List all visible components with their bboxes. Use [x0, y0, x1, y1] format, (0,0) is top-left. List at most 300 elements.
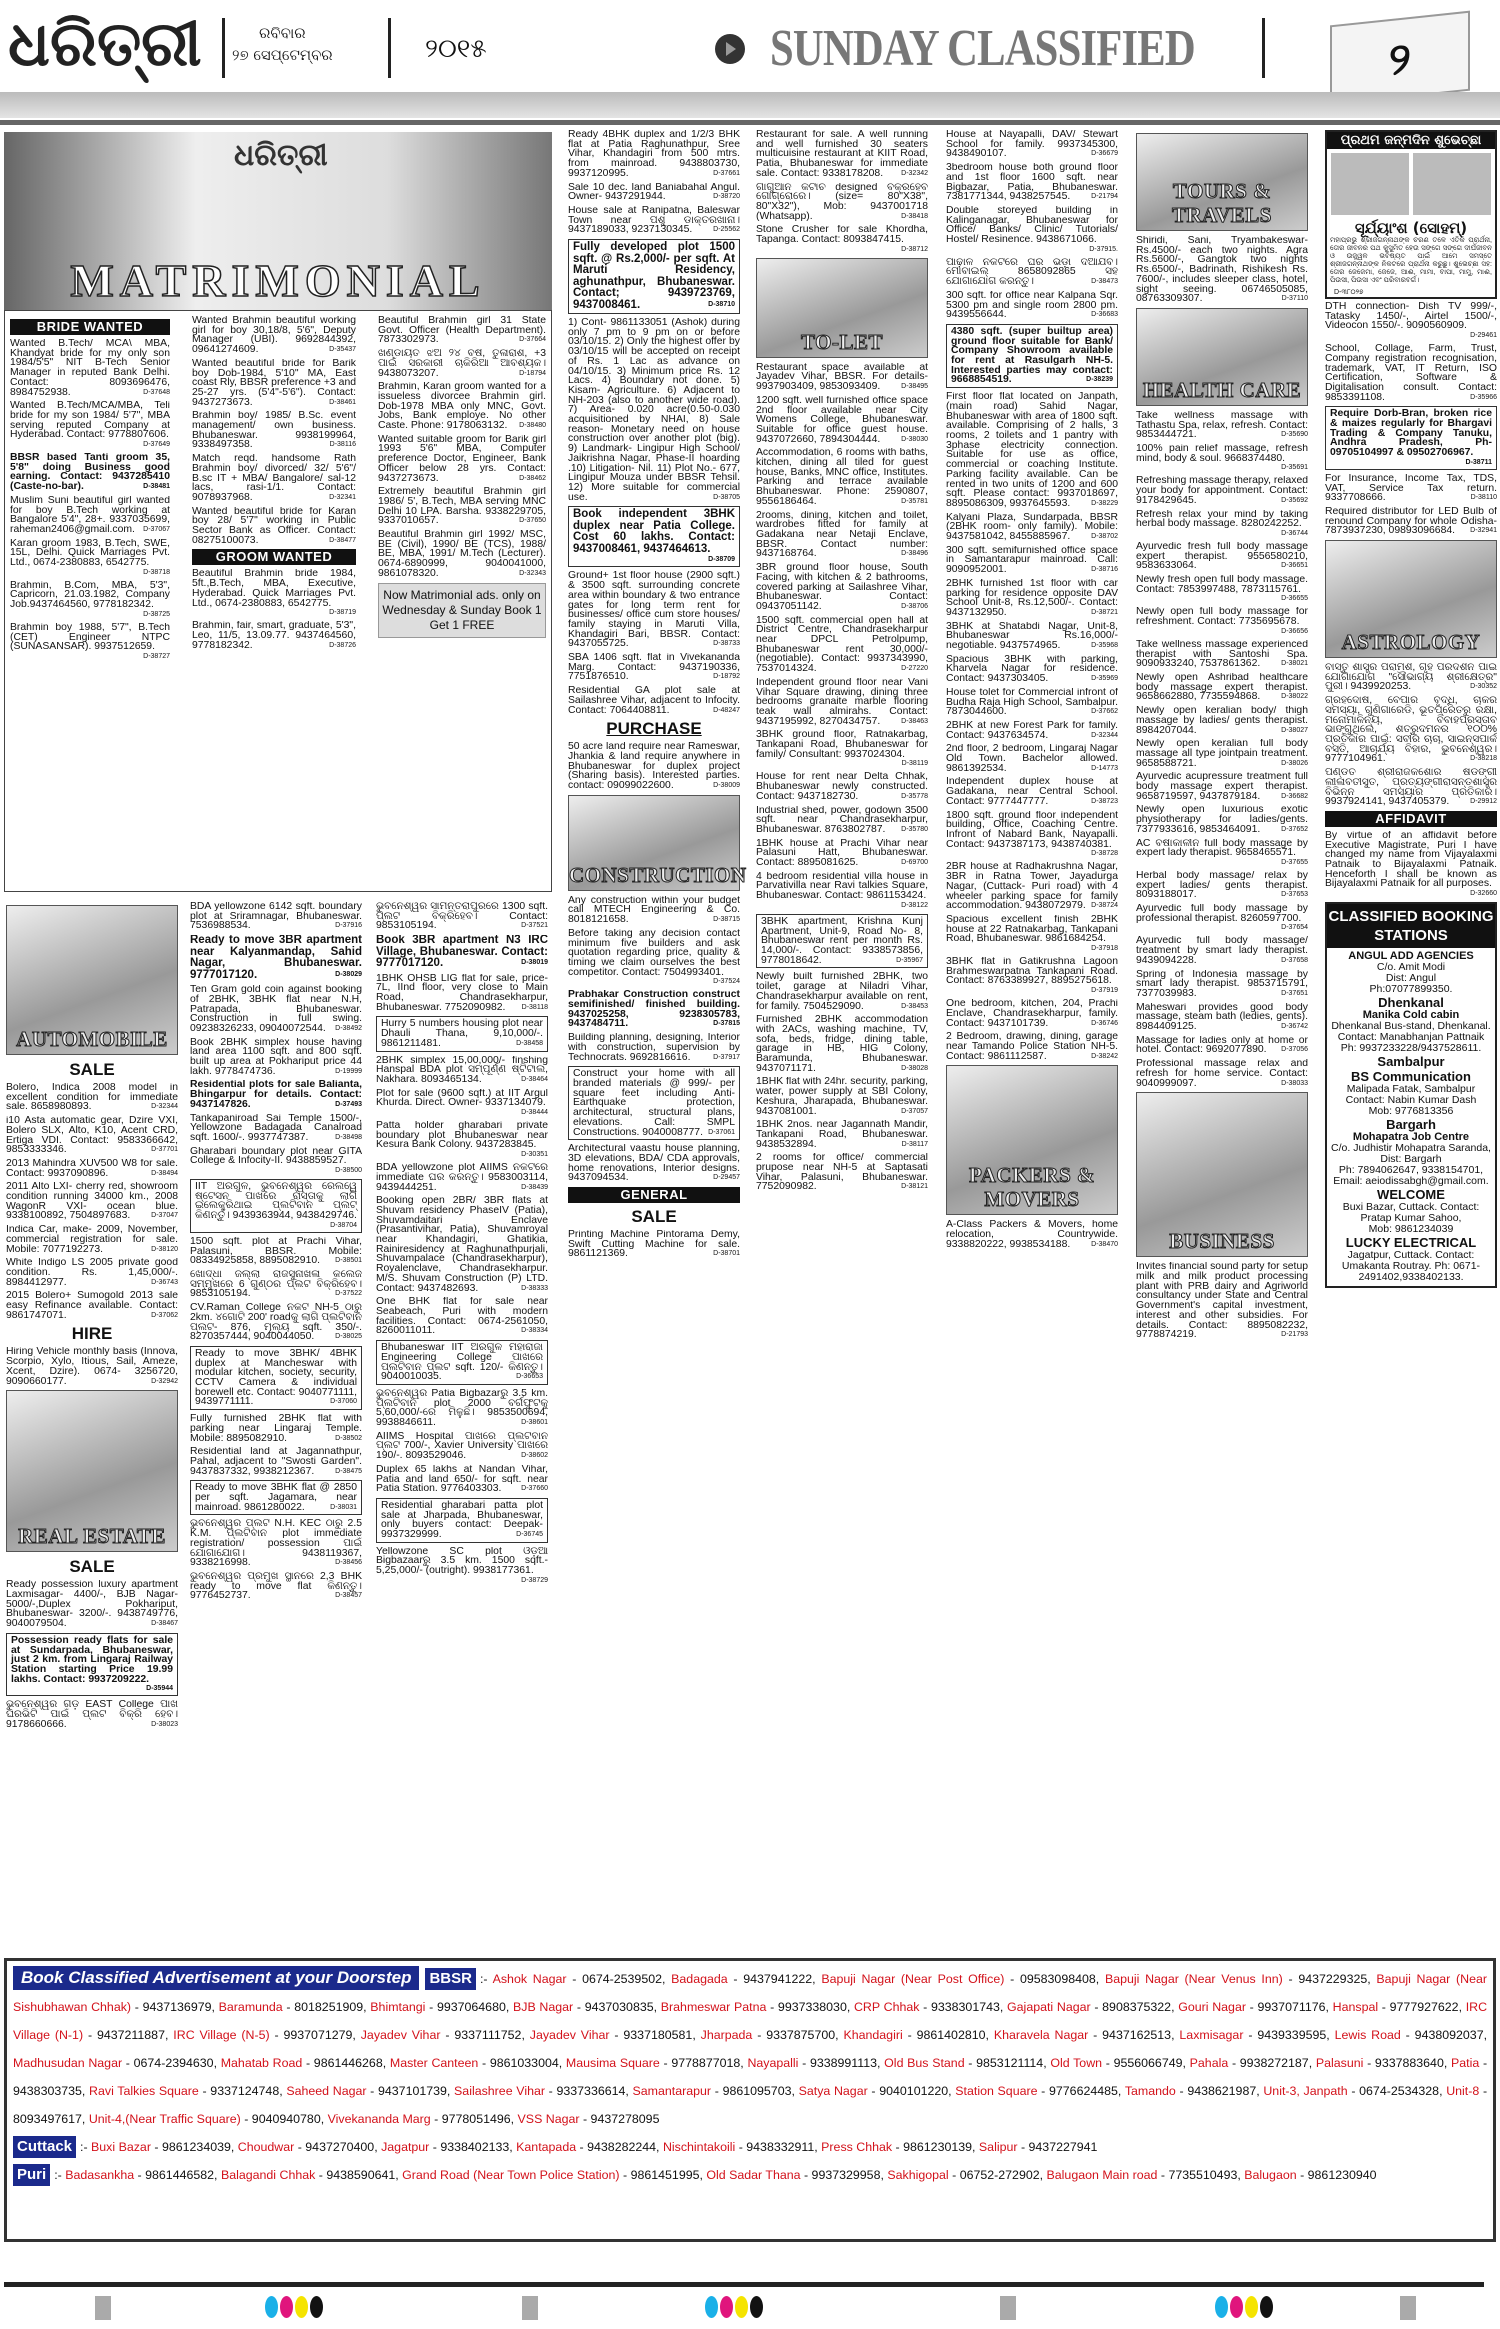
- agent-phone: 0674-2394630: [133, 2056, 214, 2070]
- column-1: [6, 902, 178, 1733]
- booking-station-line: Ph: 7894062647, 9338154701, Email: aeiodissabgh@gmail.com.: [1333, 1164, 1489, 1188]
- ad-text: DTH connection- Dish TV 999/-, Tatasky 1450/-, Airtel 1500/-, Videocon 1550/-. 9090560909.: [1325, 302, 1497, 332]
- agent-phone: 0674-2539502: [582, 1972, 662, 1986]
- ad-text: 3bedroom house both ground floor and 1st floor 1600 sqft. near Bigbazar, Patia, Bhubaneswar. 7381771344, 9438257545.: [946, 163, 1118, 202]
- classified-ad: [376, 1340, 548, 1385]
- ad-code: D-37649: [143, 441, 170, 449]
- agent-phone: 9437229325: [1298, 1972, 1368, 1986]
- ad-code: D-37654: [1281, 924, 1308, 932]
- ad-code: D-37660: [521, 1485, 548, 1493]
- ad-code: D-38702: [1091, 533, 1118, 541]
- booking-station-line: Ph:07077899350.: [1369, 983, 1453, 996]
- ad-text: Indica Car, make- 2009, November, commercial registration for sale. Mobile: 7077192273.: [6, 1225, 178, 1255]
- booking-agent: IRC Village (N-1) - 9437211887,: [13, 2000, 1488, 2042]
- classified-ad: [1136, 772, 1308, 801]
- ad-text: Take wellness massage experienced therapist with Santoshi Spa. 9090933240, 7537861362.: [1136, 639, 1308, 669]
- classified-ad: [1325, 768, 1497, 807]
- ad-text: Possession ready flats for sale at Sundarpada, Bhubaneswar, just 2 km. from Lingaraj Railway Station starting Price 19.99 lakhs. Contact: 9937209222.: [11, 1634, 173, 1685]
- ad-code: D-38122: [901, 901, 928, 909]
- classified-ad: [946, 811, 1118, 859]
- ad-text: ଖଣ୍ଡାୟତ ଝିଅ ୨୪ ବର୍ଷ, ତୁଳାରାଶି, +3 ପାଇଁ ସରକାରୀ ଚାକିରିଆ ଆବଶ୍ୟକ। 9438073207.: [378, 349, 546, 379]
- ad-text: Karan groom 1983, B.Tech, SWE, 15L, Delhi. Quick Marriages Pvt. Ltd., 0674-2380883, 6542775.: [10, 538, 170, 569]
- agent-phone: 8093497617: [13, 2112, 82, 2126]
- agent-location: Nischintakoili: [662, 2140, 736, 2154]
- category-banner-label: BUSINESS: [1169, 1229, 1275, 1254]
- category-heading: PURCHASE: [606, 719, 702, 739]
- ad-code: D-38495: [901, 383, 928, 391]
- ad-code: D-35780: [901, 825, 928, 833]
- classified-ad: [190, 902, 362, 931]
- booking-station-line: C/o. Judhistir Mohapatra Saranda, Dist: Bargarh: [1331, 1142, 1491, 1166]
- agent-location: Mausima Square: [565, 2056, 660, 2070]
- ad-code: D-37658: [1281, 956, 1308, 964]
- booking-agent: Mausima Square - 9778877018,: [565, 2056, 748, 2070]
- ad-code: D-38728: [1091, 850, 1118, 858]
- ad-code: D-18792: [713, 673, 740, 681]
- classified-ad: [1136, 839, 1308, 867]
- cmyk-marks: [705, 2296, 763, 2318]
- category-heading: SALE: [69, 1557, 115, 1577]
- ad-code: D-37062: [151, 1311, 178, 1319]
- booking-agent: Tamando - 9438621987,: [1124, 2084, 1264, 2098]
- ad-text: ଭୁବନେଶ୍ୱର ପ୍ଲଟ N.H. KEC ଠାରୁ 2.5 K.M. ପ୍ଲଟିବାନ plot immediate registration/ possession ପାଇଁ ଯୋଗାଯୋଗ। 9438119367, 9338216998.: [190, 1519, 362, 1568]
- agent-phone: 9776624485: [1049, 2084, 1118, 2098]
- ad-text: ପାଢ଼ାଳ ନିକଟରେ ଘର ଭଡ଼ା ଦିଆଯିବ। ମୋବାଇଲ୍ 8658092865 ସହ ଯୋଗାଯୋଗ କରନ୍ତୁ।: [946, 257, 1118, 287]
- booking-agent: Master Canteen - 9861033004,: [389, 2056, 566, 2070]
- agent-phone: 9937064680: [436, 2000, 506, 2014]
- booking-agent: Khandagiri - 9861402810,: [843, 2028, 994, 2042]
- cmyk-marks: [265, 2296, 323, 2318]
- classified-ad: [6, 1182, 178, 1221]
- classified-ad: [190, 1270, 362, 1299]
- ad-code: D-38720: [713, 193, 740, 201]
- ad-code: D-38229: [1091, 499, 1118, 507]
- ad-text: 3BHK flat in Gatikrushna Lagoon Brahmeswarpatna Tankapani Road. Contact: 8763389927, 8895275618.: [946, 957, 1118, 987]
- ad-code: D-32344: [151, 1103, 178, 1111]
- booking-agent: Satya Nagar - 9040101220,: [798, 2084, 956, 2098]
- category-heading: HIRE: [71, 1324, 113, 1344]
- category-banner-image: [6, 905, 178, 1055]
- classified-ad: [946, 999, 1118, 1028]
- booking-station-line: Malipada Fatak, Sambalpur: [1346, 1083, 1476, 1096]
- ad-text: AC ବର୍ଷାକାଳୀନ full body massage by expert lady therapist. 9658465571.: [1136, 838, 1308, 859]
- ad-text: House tolet for Commercial infront of Budha Raja High School, Sambalpur. 7873044600.: [946, 687, 1118, 717]
- ad-code: D-38502: [335, 1434, 362, 1442]
- classified-ad: [1136, 904, 1308, 932]
- classified-ad: [192, 621, 356, 650]
- agent-phone: 9437270400: [305, 2140, 375, 2154]
- ad-text: Extremely beautiful Brahmin girl 1986/ 5', B.Tech, MBA serving MNC Delhi 10 LPA. Barsha. 9338229705, 9337010657.: [378, 487, 546, 527]
- ad-text: 1BHK house at Prachi Vihar near Palasuni Hatt, Bhubaneswar. Contact: 8895081625.: [756, 838, 928, 868]
- booking-agent: Unit-3, Janpath - 0674-2534328,: [1263, 2084, 1447, 2098]
- ad-text: 3BHK at Shatabdi Nagar, Unit-8, Bhubaneswar Rs.16,000/- negotiable. 9437574965.: [946, 621, 1118, 651]
- classified-ad: [6, 1633, 178, 1697]
- classified-ad: [756, 772, 928, 801]
- booking-station-line: Contact: Nabin Kumar Dash: [1345, 1094, 1477, 1107]
- ad-code: D-38716: [1091, 566, 1118, 574]
- category-banner-label: HEALTH CARE: [1142, 377, 1302, 402]
- ad-code: D-38710: [708, 300, 735, 308]
- balloons-image: [1413, 153, 1491, 215]
- category-banner-image: [756, 258, 928, 358]
- ad-text: ବାସ୍ତୁ ଶାସ୍ତ୍ର ପରାମର୍ଶ, ଗୃହ ପରିଦର୍ଶନ ପାଇଁ ଯୋଗାଯୋଗ "ସୌଭାଗ୍ୟ ଶ୍ରୀକ୍ଷେତ୍ର" ପୁରୀ। 9439920253.: [1325, 663, 1497, 693]
- ad-code: D-35966: [1470, 393, 1497, 401]
- classified-ad: [756, 1153, 928, 1192]
- booking-station-line: LUCKY ELECTRICAL: [1345, 1235, 1477, 1251]
- agent-phone: 06752-272902: [959, 2168, 1040, 2182]
- agent-phone: 9438621987: [1187, 2084, 1257, 2098]
- ad-text: Newly open keralian body/ thigh massage by ladies/ gents therapist. 8984207044.: [1136, 706, 1308, 736]
- ad-text: Duplex 65 lakhs at Nandan Vihar, Patia and land 650/- for sqft. near Patia Station. 9776403303.: [376, 1464, 548, 1494]
- ad-text: Fully furnished 2BHK flat with parking near Lingaraj Temple. Mobile: 8895082910.: [190, 1414, 362, 1444]
- agent-location: Old Sadar Thana: [706, 2168, 801, 2182]
- ad-code: D-38711: [1465, 458, 1492, 466]
- agent-phone: 9040101220: [879, 2084, 949, 2098]
- ad-text: 2rooms, dining, kitchen and toilet, wardrobes fitted for family at Gadakana near Netaji Enclave, BBSR. Contact number: 9437168764.: [756, 510, 928, 560]
- ad-text: Refreshing massage therapy, relaxed your body for appointment. Contact: 9178429645.: [1136, 476, 1308, 506]
- ad-code: D-38457: [335, 1592, 362, 1600]
- ad-text: White Indigo LS 2005 private good condition. Rs. 1,45,000/-. 8984412977.: [6, 1258, 178, 1288]
- classified-ad: [6, 1083, 178, 1112]
- ad-code: D-38705: [713, 493, 740, 501]
- matrimonial-column: [378, 316, 546, 638]
- booking-directory: Book Classified Advertisement at your Doorstep BBSR :- Ashok Nagar - 0674-2539502, Badagada - 9437941222, Bapuji Nagar (Near Post Office) - 09583098408, Bapuji Nagar (Near Venus Inn) - 9437229325, Bapuji Nagar (Near Sishubhawan Chhak) - 9437136979, Baramunda - 8018251909, Bhimtangi - 9937064680, BJB Nagar - 9437030835, Brahmeswar Patna - 9937338030, CRP Chhak - 9338301743, Gajapati Nagar - 8908375322, Gouri Nagar - 9937071176, Hanspal - 9777927622, IRC Village (N-1) - 9437211887, IRC Village (N-5) - 9937071279, Jayadev Vihar - 9337111752, Jayadev Vihar - 9337180581, Jharpada - 9337875700, Khandagiri - 9861402810, Kharavela Nagar - 9437162513, Laxmisagar - 9439339595, Lewis Road - 9438092037, Madhusudan Nagar - 0674-2394630, Mahatab Road - 9861446268, Master Canteen - 9861033004, Mausima Square - 9778877018, Nayapalli - 9338991113, Old Bus Stand - 9853121114, Old Town - 9556066749, Pahala - 9938272187, Palasuni - 9337883640, Patia - 9438303735, Ravi Talkies Square - 9337124748, Saheed Nagar - 9437101739, Sailashree Vihar - 9337336614, Samantarapur - 9861095703, Satya Nagar - 9040101220, Station Square - 9776624485, Tamando - 9438621987, Unit-3, Janpath - 0674-2534328, Unit-8 - 8093497617, Unit-4,(Near Traffic Square) - 9040940780, Vivekananda Marg - 9778051496, VSS Nagar - 9437278095 Cuttack :- Buxi Bazar - 9861234039, Choudwar - 9437270400, Jagatpur - 9338402133, Kantapada - 9438282244, Nischintakoili - 9438332911, Press Chhak - 9861230139, Salipur - 9437227941 Puri :- Badasankha - 9861446582, Balagandi Chhak - 9438590641, Grand Road (Near Town Police Station) - 9861451995, Old Sadar Thana - 9937329958, Sakhigopal - 06752-272902, Balugaon Main road - 7735510493, Balugaon - 9861230940: [4, 1958, 1496, 2242]
- ad-text: 1BHK flat with 24hr. security, parking, water, power supply at SBI Colony, Keshura, Jharapada, Bhubaneswar. 9437081001.: [756, 1077, 928, 1117]
- agent-phone: 9338402133: [440, 2140, 510, 2154]
- classified-ad: [190, 1080, 362, 1109]
- agent-phone: 9437136979: [142, 2000, 212, 2014]
- ad-code: D-37493: [335, 1100, 362, 1108]
- agent-location: Kharavela Nagar: [993, 2028, 1089, 2042]
- ad-code: D-38026: [1281, 759, 1308, 767]
- agent-location: Jayadev Vihar: [529, 2028, 610, 2042]
- masthead: [0, 0, 1500, 130]
- ad-code: D-36651: [1281, 562, 1308, 570]
- classified-ad: [756, 1120, 928, 1149]
- ad-code: D-36679: [1091, 150, 1118, 158]
- classified-ad: [568, 506, 740, 567]
- booking-agent: IRC Village (N-5) - 9937071279,: [173, 2028, 361, 2042]
- ad-text: Gharabari boundary plot near GITA College & Infocity-II. 9438859527.: [190, 1146, 362, 1167]
- ad-code: D-37067: [143, 525, 170, 533]
- category-banner-label: AUTOMOBILE: [16, 1027, 168, 1051]
- ad-text: 1200 sqft. well furnished office space 2nd floor available near City Womens College, Bhubaneswar. Suitable for office guest house. 9437072660, 7894304444.: [756, 395, 928, 445]
- ad-text: 1500 sqft. commercial open hall at District Centre, Chandrasekharpur near DPCL Petrolpump, Bhubaneswar rent 30,000/- (negotiable). Contact: 9937343990, 7537014324.: [756, 615, 928, 674]
- ad-code: D-37522: [335, 1290, 362, 1298]
- page-number: ୨: [1330, 11, 1470, 106]
- agent-phone: 9861234039: [161, 2140, 231, 2154]
- ad-code: D-29461: [1470, 332, 1497, 340]
- column-4: [568, 130, 747, 1263]
- agent-location: Sakhigopal: [887, 2168, 949, 2182]
- booking-station-line: Mob: 9776813356: [1368, 1105, 1454, 1118]
- ad-code: D-48247: [713, 706, 740, 714]
- agent-phone: 9937329958: [811, 2168, 881, 2182]
- booking-agent: VSS Nagar - 9437278095: [517, 2112, 660, 2126]
- ad-text: SBA 1406 sqft. flat in Vivekananda Marg. Contact: 9437190336, 7751876510.: [568, 653, 740, 683]
- ad-code: D-38456: [335, 1559, 362, 1567]
- ad-text: Spacious 3BHK with parking, Kharvela Nagar for residence. Contact: 9437303405.: [946, 654, 1118, 684]
- banner-logo: ଧରିତ୍ରୀ: [234, 138, 328, 173]
- ad-text: House at Nayapalli, DAV/ Stewart School for family. 9937345300, 9438490107.: [946, 130, 1118, 160]
- classified-ad: [568, 929, 740, 987]
- ad-code: D-38496: [901, 550, 928, 558]
- agent-phone: 9437101739: [378, 2084, 447, 2098]
- ad-code: D-38333: [521, 1284, 548, 1292]
- classified-ad: [376, 1163, 548, 1192]
- ad-code: D-37648: [143, 388, 170, 396]
- booking-agent: CRP Chhak - 9338301743,: [853, 2000, 1008, 2014]
- ad-code: D-30352: [1470, 683, 1497, 691]
- agent-location: CRP Chhak: [853, 2000, 920, 2014]
- ad-code: D-38019: [521, 959, 548, 967]
- classified-ad: [568, 318, 740, 502]
- ad-code: D-37061: [708, 1128, 735, 1136]
- ad-text: Beautiful Brahmin bride 1984, 5ft.,B.Tech, MBA, Executive, Hyderabad. Quick Marriages Pvt. Ltd., 0674-2380883, 6542775.: [192, 569, 356, 609]
- ad-text: Shiridi, Sani, Tryambakeswar- Rs.4500/- each two nights. Agra Rs.5600/-, Gangtok two nights Rs.6500/-, Badrinath, Rishikesh Rs. 7600/-, includes sleeper class, hotel, sight seeing. 06746505085, 08763309307.: [1136, 236, 1308, 304]
- classified-ad: [378, 382, 546, 431]
- issue-date-text: ୨୭ ସେପ୍ଟେମ୍ବର: [232, 46, 333, 64]
- ad-text: CV.Raman College ନିକଟ NH-5 ଠାରୁ 2km. ୪ଗୋଟି 200' roadକୁ ଲାଗି ପ୍ଲଟିବାନ ପ୍ଲଟ- 876, ମୂଲ୍ୟ sqft. 350/-. 8270357444, 9040044050.: [190, 1303, 362, 1342]
- booking-agent: Sailashree Vihar - 9337336614,: [454, 2084, 633, 2098]
- ad-text: IIT ଅରଗୁଳ, ଭୁବନେଶ୍ୱର ରେଲୱେ ଷ୍ଟେସନ ପାଖରେ ରାସ୍ତାକୁ ଲାଗି ଇଲେକ୍ଟ୍ରିଥାଇ ପ୍ଲଟିବାନ ପ୍ଲଟ୍ କିଣନ୍ତୁ। 9439363944, 9438429746.: [195, 1181, 357, 1222]
- classified-ad: [6, 1225, 178, 1254]
- ad-code: D-38453: [901, 1002, 928, 1010]
- ad-code: D-36653: [516, 1373, 543, 1381]
- classified-ad: [946, 622, 1118, 651]
- agent-phone: 9337883640: [1374, 2056, 1444, 2070]
- matrimonial-column: [192, 316, 356, 654]
- agent-location: IRC Village (N-1): [13, 2000, 1488, 2042]
- agent-location: Unit-3, Janpath: [1263, 2084, 1348, 2098]
- agent-phone: 9437941222: [743, 1972, 813, 1986]
- agent-location: Gajapati Nagar: [1007, 2000, 1091, 2014]
- booking-agent: Badasankha - 9861446582,: [65, 2168, 221, 2182]
- section-title: SUNDAY CLASSIFIED: [770, 20, 1195, 77]
- agent-phone: 9861095703: [722, 2084, 792, 2098]
- ad-code: D-38028: [901, 1064, 928, 1072]
- ad-code: D-38726: [329, 641, 356, 649]
- ad-text: Double storeyed building in Kalinganagar, Bhubaneswar for Office/ Banks/ Clinic/ Tutorials/ Hostel/ Resinence. 9438671066.: [946, 205, 1118, 246]
- classified-ad: [1136, 739, 1308, 768]
- ad-code: D-36745: [516, 1531, 543, 1539]
- ad-text: Patta holder gharabari private boundary plot Bhubaneswar near Kesura Bank Colony. 9437283845.: [376, 1121, 548, 1151]
- ad-text: A-Class Packers & Movers, home relocation, Countrywide. 9338820222, 9938534188.: [946, 1220, 1118, 1250]
- classified-ad: [190, 1414, 362, 1443]
- ad-code: D-37653: [1281, 891, 1308, 899]
- ad-text: Spacious excellent finish 2BHK house at 22 Ratnakarbag, Tankapani Road, Bhubaneswar. 9861684254.: [946, 914, 1118, 945]
- agent-location: Brahmeswar Patna: [660, 2000, 767, 2014]
- agent-location: Vivekananda Marg: [327, 2112, 431, 2126]
- ad-code: D-38492: [335, 1024, 362, 1032]
- ad-code: D-32941: [1470, 527, 1497, 535]
- agent-phone: 9337875700: [766, 2028, 836, 2042]
- classified-ad: [1325, 474, 1497, 503]
- ad-text: ଗ୍ରହଦୋଷ, ବେପାର ବୃଦ୍ଧି, ଚାକିରି ସମସ୍ୟା, ଗୁଣିଗାରେଡି, ଭୂତପ୍ରେତରୁ ରକ୍ଷା, ମନୋମାଳିନ୍ୟ, ବିବାହପ୍ରସ୍ତାବ ଭାଙ୍ଗୁଥିଲେ, ଶତ୍ରୁଦମନର ୧୦୦% ପ୍ରତିକାର ପାଇଁ: ସବୀର ଚାଚା, ସାଇନ୍ସପାର୍କ ବସ୍ତି, ଆଚାର୍ଯ୍ୟ ବିହାର, ଭୁବନେଶ୍ୱର। 9777104961.: [1325, 696, 1497, 765]
- booking-agent: Buxi Bazar - 9861234039,: [91, 2140, 238, 2154]
- classified-ad: [1136, 476, 1308, 505]
- classified-ad: [192, 316, 356, 355]
- matrimonial-banner: [4, 132, 552, 310]
- booking-agent: Jharpada - 9337875700,: [700, 2028, 844, 2042]
- classified-ad: [946, 744, 1118, 773]
- ad-code: D-37917: [713, 1053, 740, 1061]
- agent-location: Jharpada: [700, 2028, 753, 2042]
- ad-text: Refresh relax your mind by taking herbal body massage. 8280242252.: [1136, 509, 1308, 530]
- classified-ad: [378, 487, 546, 526]
- classified-ad: [376, 974, 548, 1013]
- ad-code: D-32942: [151, 1377, 178, 1385]
- ad-text: 3BHK ground floor, Ratnakarbag, Tankapani Road, Bhubaneswar for family/ Consultant: 9937024304.: [756, 730, 928, 760]
- agent-phone: 9861402810: [916, 2028, 986, 2042]
- ad-text: Wanted beautiful bride for Barik boy Dob-1984, 5'10" MA, East coast Rly, BBSR preference +3 and 25-27 yrs. (5'4"-5'6"). Contact: 9437273673.: [192, 358, 356, 408]
- ad-code: D-37524: [713, 978, 740, 986]
- agent-location: Balagandi Chhak: [220, 2168, 316, 2182]
- ad-code: D-38475: [335, 1467, 362, 1475]
- classified-ad: [1136, 1262, 1308, 1340]
- ad-text: Wanted beautiful bride for Karan boy 28/ 5'7" working in Public Sector Bank as Officer. Contact: 08275100073.: [192, 506, 356, 546]
- ad-text: ପଣ୍ଡିତ ଶ୍ରୀରାଜକିଶୋର ଷଡଙ୍ଗୀ ଲୀଳାବତୀସୁତ, ପ୍ରତ୍ୟଙ୍ଗୀରାସନ୍ତଶାସ୍ତ୍ର ବିଭିନ୍ନ ସମସ୍ୟାର ପ୍ରତିକାର। 9937924141, 9437405379.: [1325, 768, 1497, 807]
- classified-ad: [1136, 607, 1308, 635]
- agent-location: Press Chhak: [821, 2140, 893, 2154]
- ad-code: D-19999: [335, 1067, 362, 1075]
- classified-ad: [1136, 236, 1308, 304]
- ad-text: Ready possession luxury apartment Laxmisagar- 4400/-, BJB Nagar- 5000/-,Duplex Pokhariput, Bhubaneswar- 3200/-. 9438749776, 9040079504.: [6, 1580, 178, 1629]
- classified-ad: [568, 896, 740, 925]
- ad-code: D-38480: [519, 422, 546, 430]
- classified-ad: [1136, 673, 1308, 702]
- booking-agent: BJB Nagar - 9437030835,: [513, 2000, 661, 2014]
- booking-agent: Hanspal - 9777927622,: [1332, 2000, 1466, 2014]
- booking-agent: Kharavela Nagar - 9437162513,: [993, 2028, 1180, 2042]
- classified-ad: [378, 349, 546, 378]
- ad-code: D-38723: [1091, 797, 1118, 805]
- agent-location: Station Square: [955, 2084, 1038, 2098]
- classified-ad: [1136, 1059, 1308, 1088]
- classified-ad: [10, 339, 170, 397]
- category-banner-image: [1136, 133, 1308, 231]
- classified-ad: [1136, 444, 1308, 472]
- category-heading: SALE: [69, 1060, 115, 1079]
- classified-ad: [10, 496, 170, 535]
- ad-text: Fully developed plot 1500 sqft. @ Rs.2,000/- per sqft. At Maruti Residency, aghunathpur, Bhubaneswar. Contact; 9439723769, 9437008461.: [573, 241, 735, 311]
- city-label: Puri: [13, 2164, 50, 2186]
- ad-text: Ten Gram gold coin against booking of 2BHK, 3BHK flat near N.H, Patrapada, Bhubaneswar. Construction in full swing. 09238326233, 09040072544.: [190, 985, 362, 1034]
- classified-ad: [568, 653, 740, 682]
- ad-text: Residential plots for sale Balianta, Bhingarpur for details. Contact: 9437147826.: [190, 1080, 362, 1110]
- classified-ad: [190, 1572, 362, 1601]
- classified-ad: [946, 324, 1118, 388]
- ad-code: D-38719: [329, 609, 356, 617]
- booking-agent: Bapuji Nagar (Near Sishubhawan Chhak) - 9437136979,: [13, 1972, 1488, 2014]
- ad-code: D-38704: [330, 1221, 357, 1229]
- agent-phone: 9556066749: [1113, 2056, 1183, 2070]
- ad-text: Sale 10 dec. land Baniabahal Angul. Owner- 9437291944.: [568, 182, 740, 202]
- ad-text: Ayurvedic fresh full body massage expert therapist. 9556580210, 9583633064.: [1136, 541, 1308, 572]
- category-banner-label: CONSTRUCTION: [569, 862, 747, 887]
- ad-text: 1500 sqft. plot at Prachi Vihar, Palasuni, BBSR. Mobile: 08334925858, 8895082910.: [190, 1236, 362, 1266]
- category-banner-label: REAL ESTATE: [18, 1524, 166, 1549]
- ad-text: Construct your home with all branded materials @ 999/- per square feet including Anti-Earthquake protection, architectural, structural plans, elevations. Call: SMPL Constructions. 9040008777.: [573, 1068, 735, 1138]
- classified-ad: [756, 839, 928, 868]
- booking-agent: Samantarapur - 9861095703,: [632, 2084, 799, 2098]
- ad-text: Ayurvedic full body massage by professional therapist. 8260597700.: [1136, 904, 1308, 924]
- booking-agent: Balugaon - 9861230940: [1244, 2168, 1377, 2182]
- classified-ad: [568, 742, 740, 791]
- ad-code: D-36743: [151, 1278, 178, 1286]
- ad-code: D-36656: [1281, 627, 1308, 635]
- ad-text: 4 bedroom residential villa house in Parvativilla near Ravi talkies Square, Bhubaneswar. Contact: 9861153424.: [756, 871, 928, 902]
- ad-code: D-36655: [1281, 595, 1308, 603]
- ad-text: Kalyani Plaza, Sundarpada, BBSR (2BHK room- only family). Mobile: 9437581042, 8455885967.: [946, 512, 1118, 542]
- ad-code: D-38444: [521, 1109, 548, 1117]
- ad-text: 2011 Alto LXI- cherry red, showroom condition running 34000 km., 2008 WagonR VXI- ocean blue. 9338100892, 7504897683.: [6, 1182, 178, 1222]
- section-heading: GENERAL: [568, 1187, 740, 1203]
- classified-ad: [190, 935, 362, 981]
- agent-location: Sailashree Vihar: [454, 2084, 545, 2098]
- ad-text: Booking open 2BR/ 3BR flats at Shuvam residency PhaseIV (Patia), Shuvamdaitari Enclave (Prasantivihar, Patia), Shuvamroyal near Khandagiri, Ghatikia, Rainiresidency at Raghunathpurjali, Shuvampalace (Chandrasekharpur), Royalenclave, Chandrasekharpur. M/S. Shuvam Construction (P) LTD. Contact: 9437482693.: [376, 1196, 548, 1294]
- classified-ad: [756, 511, 928, 560]
- ad-code: D-38477: [329, 536, 356, 544]
- classified-ad: [756, 1077, 928, 1116]
- booking-agent: Grand Road (Near Town Police Station) - 9861451995,: [402, 2168, 707, 2182]
- classified-ad: [378, 530, 546, 579]
- divider: [1262, 18, 1265, 78]
- agent-phone: 9438590641: [326, 2168, 396, 2182]
- issue-day: ରବିବାର: [259, 24, 306, 42]
- ad-code: D-38033: [1281, 1079, 1308, 1087]
- agent-location: Jagatpur: [381, 2140, 430, 2154]
- agent-location: Buxi Bazar: [91, 2140, 151, 2154]
- ad-code: D-35944: [146, 1685, 173, 1693]
- classified-ad: [190, 1038, 362, 1077]
- classified-ad: [1136, 1036, 1308, 1055]
- cmyk-marks: [1215, 2296, 1273, 2318]
- ad-text: Wanted B.Tech/MCA/MBA, Teli bride for my son 1984/ 5'7", MBA serving reputed Company at Hyderabad. Contact: 9778807606.: [10, 401, 170, 441]
- booking-agent: Gouri Nagar - 9937071176,: [1178, 2000, 1333, 2014]
- booking-agent: Jayadev Vihar - 9337111752,: [360, 2028, 530, 2042]
- ad-text: Furnished 2BHK accommodation with 2ACs, washing machine, TV, sofa, beds, fridge, dining table, garage in HB, HIG Colony, Baramunda, Bhubaneswar. 9437071171.: [756, 1015, 928, 1074]
- ad-code: D-38467: [151, 1620, 178, 1628]
- ad-code: D-38023: [151, 1720, 178, 1728]
- ad-code: D-25562: [713, 226, 740, 234]
- classified-ad: [946, 392, 1118, 508]
- classified-ad: [946, 862, 1118, 911]
- ad-code: D-37652: [1281, 825, 1308, 833]
- ad-code: D-38718: [143, 568, 170, 576]
- agent-phone: 9937071279: [283, 2028, 353, 2042]
- ad-code: D-38110: [1470, 494, 1497, 502]
- booking-agent: Ashok Nagar - 0674-2539502,: [492, 1972, 672, 1986]
- ad-text: 2015 Bolero+ Sumogold 2013 sale easy Refinance available. Contact: 9861747071.: [6, 1291, 178, 1321]
- ad-code: D-37916: [335, 922, 362, 930]
- ad-code: D-38458: [516, 1039, 543, 1047]
- ad-text: Ayurvedic acupressure treatment full body massage expert therapist. 9658719597, 9437879184.: [1136, 772, 1308, 802]
- classified-ad: [192, 359, 356, 408]
- booking-agent: Old Sadar Thana - 9937329958,: [706, 2168, 888, 2182]
- booking-agent: Bapuji Nagar (Near Venus Inn) - 9437229325,: [1104, 1972, 1377, 1986]
- ad-text: Newly open Ashribad healthcare body massage expert therapist. 9658662880, 7735594868.: [1136, 672, 1308, 703]
- ad-text: Newly fresh open full body massage. Contact: 7853997488, 7873115761.: [1136, 575, 1308, 595]
- ad-text: 2013 Mahindra XUV500 W8 for sale. Contact: 9937090896.: [6, 1158, 178, 1179]
- ad-text: Yellowzone SC plot ଓଡ଼ିଆ Bigbazaarରୁ 3.5 km. 1500 sqft.- 5,25,000/- (outright). 9938177361.: [376, 1546, 548, 1577]
- ad-code: D-38709: [708, 556, 735, 564]
- classified-ad: [376, 1297, 548, 1336]
- ad-text: Architectural vaastu house planning, 3D elevations, BDA/ CDA approvals, home renovations, Interior designs. 9437094534.: [568, 1144, 740, 1184]
- classified-ad: [756, 363, 928, 392]
- ad-code: D-38470: [1091, 1240, 1118, 1248]
- classified-ad: [946, 777, 1118, 806]
